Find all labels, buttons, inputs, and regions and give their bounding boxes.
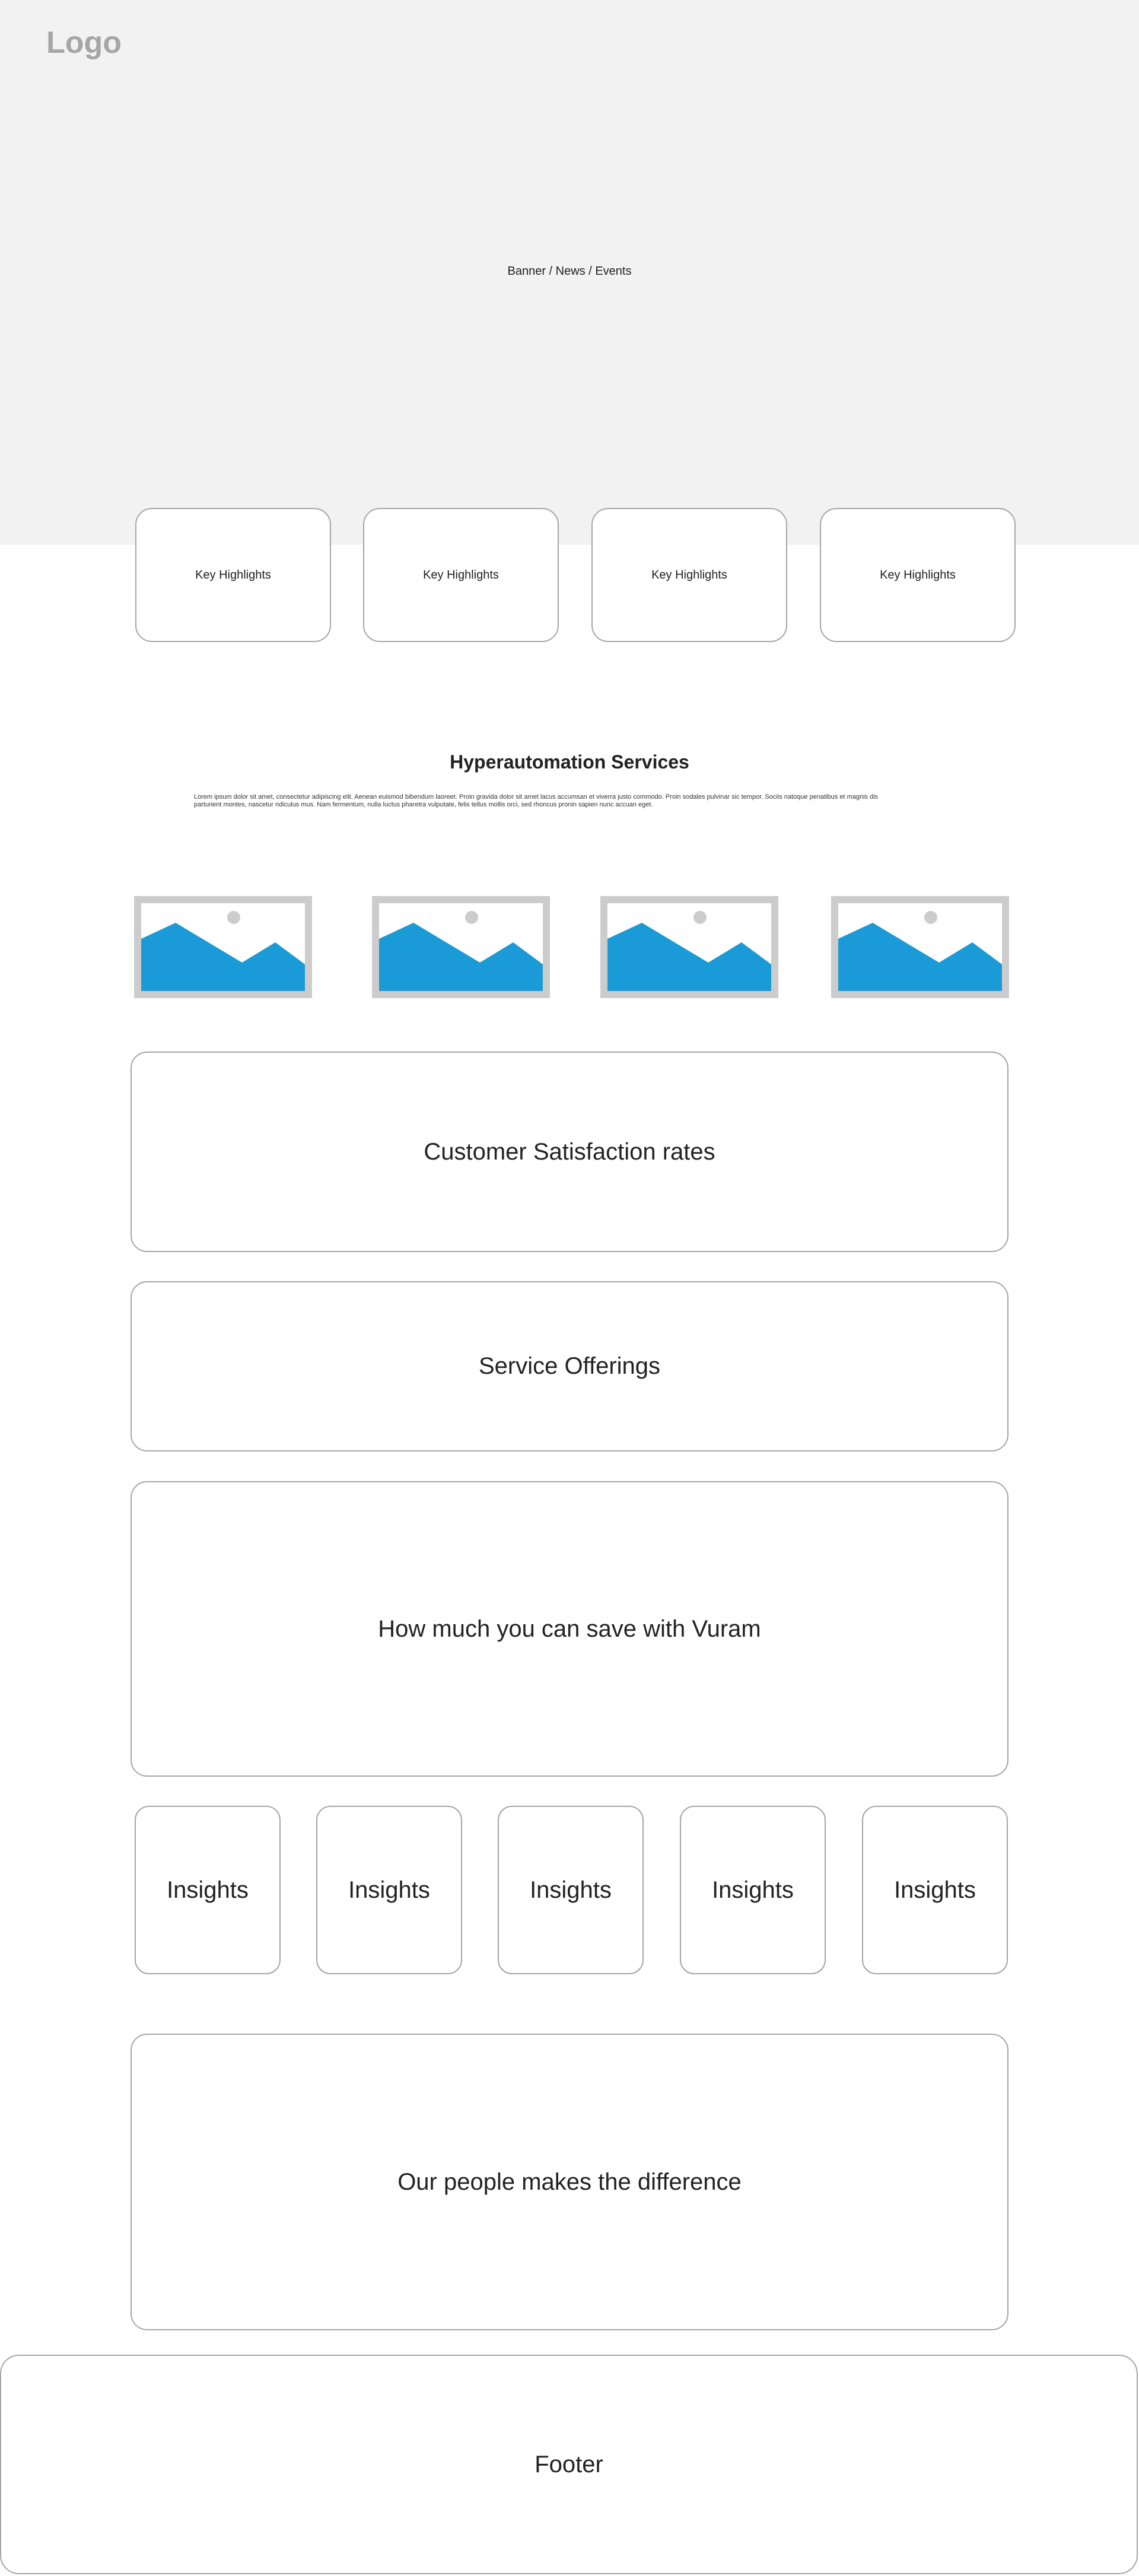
savings-calculator-section[interactable]: How much you can save with Vuram xyxy=(131,1481,1008,1777)
image-placeholder-icon xyxy=(600,896,778,998)
key-highlight-card[interactable]: Key Highlights xyxy=(135,508,331,642)
image-placeholder-icon xyxy=(372,896,550,998)
banner-label: Banner / News / Events xyxy=(507,265,632,278)
insights-card[interactable]: Insights xyxy=(135,1806,281,1974)
insights-card[interactable]: Insights xyxy=(498,1806,644,1974)
logo[interactable]: Logo xyxy=(46,26,122,60)
services-description: Lorem ipsum dolor sit amet, consectetur adipiscing elit. Aenean euismod bibendum laoreet. Proin gravida dolor sit amet lacus accumsan et viverra justo commodo. Proin sodales pulvinar sic tempor. Sociis natoque penatibus et magnis dis parturient montes, nascetur ridiculus mus. Nam fermentum, nulla luctus pharetra vulputate, felis tellus mollis orci, sed rhoncus pronin sapien nunc accuan eget. xyxy=(194,793,879,808)
insights-card[interactable]: Insights xyxy=(680,1806,826,1974)
our-people-section[interactable]: Our people makes the difference xyxy=(131,2034,1008,2330)
footer[interactable]: Footer xyxy=(0,2355,1138,2574)
customer-satisfaction-section[interactable]: Customer Satisfaction rates xyxy=(131,1052,1008,1252)
insights-card[interactable]: Insights xyxy=(862,1806,1008,1974)
image-placeholder-icon xyxy=(134,896,312,998)
image-placeholder-icon xyxy=(831,896,1009,998)
insights-card[interactable]: Insights xyxy=(316,1806,462,1974)
key-highlight-card[interactable]: Key Highlights xyxy=(820,508,1016,642)
services-title: Hyperautomation Services xyxy=(450,751,689,773)
key-highlight-card[interactable]: Key Highlights xyxy=(591,508,787,642)
service-offerings-section[interactable]: Service Offerings xyxy=(131,1281,1008,1451)
key-highlight-card[interactable]: Key Highlights xyxy=(363,508,559,642)
